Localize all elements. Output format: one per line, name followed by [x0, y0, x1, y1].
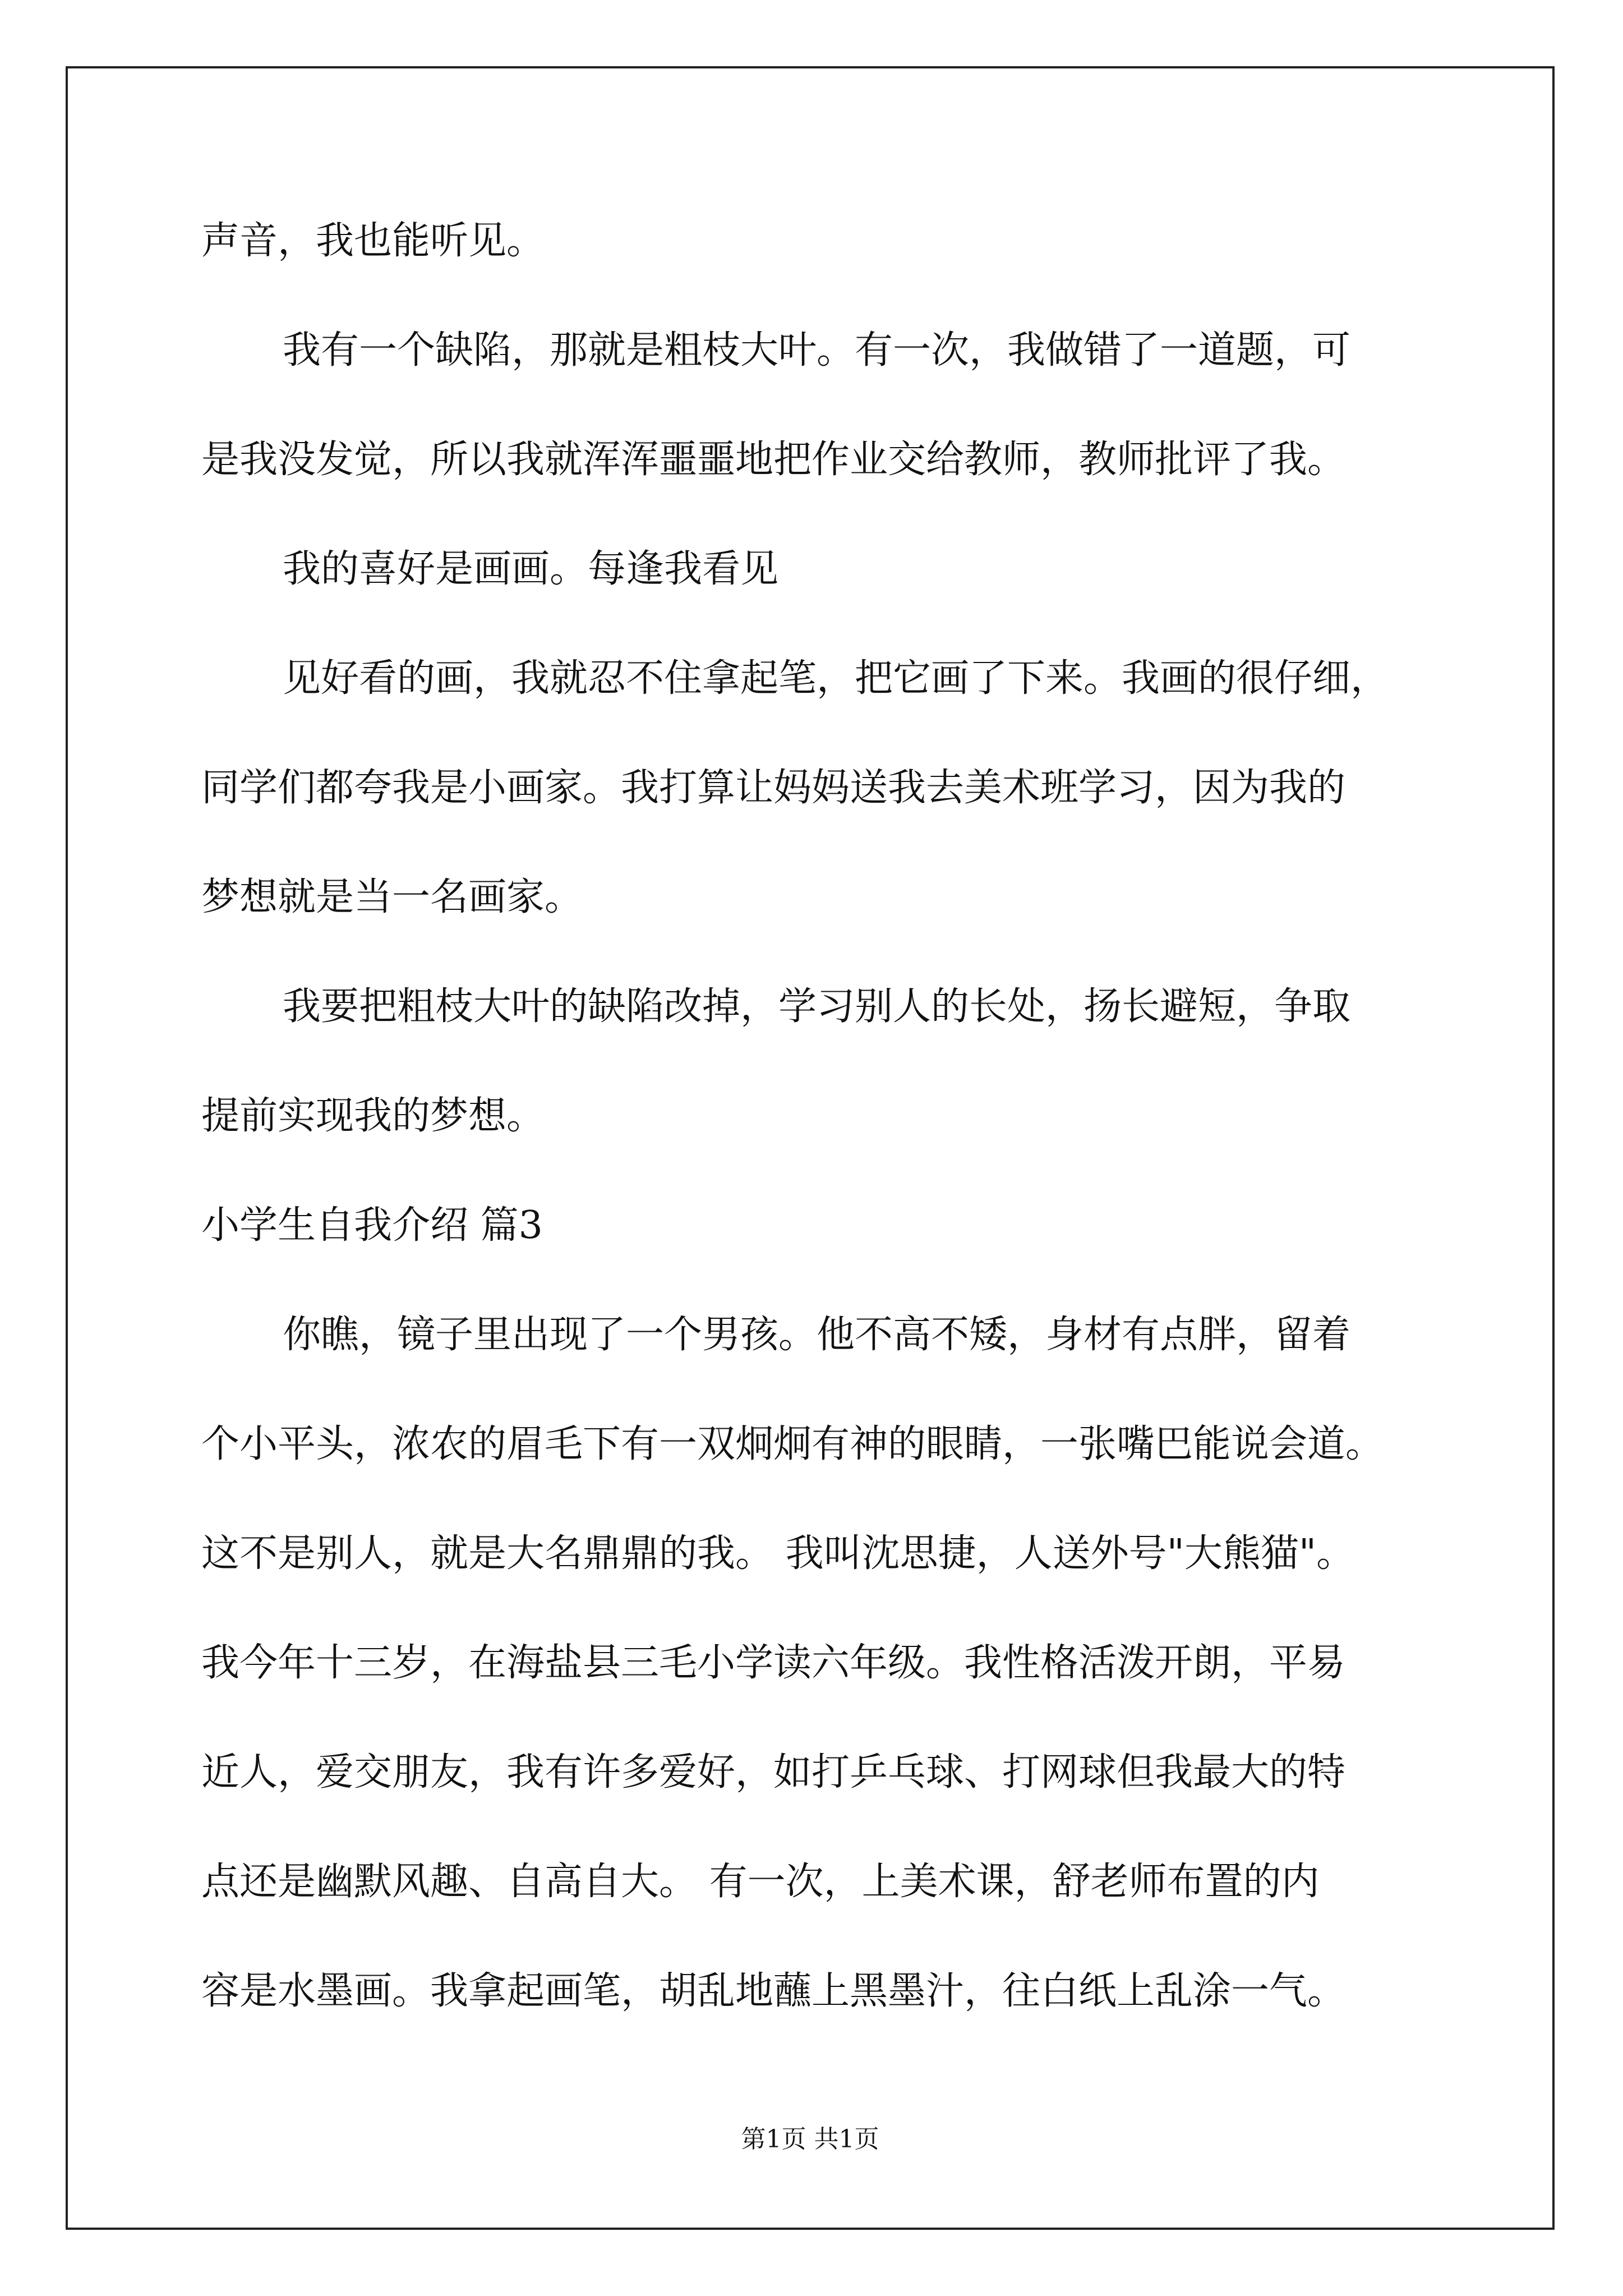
- text-line: 是我没发觉，所以我就浑浑噩噩地把作业交给教师，教师批评了我。: [201, 438, 1346, 482]
- text-line: 同学们都夸我是小画家。我打算让妈妈送我去美术班学习，因为我的: [201, 766, 1346, 810]
- text-line: 这不是别人，就是大名鼎鼎的我。 我叫沈思捷，人送外号"大熊猫"。: [201, 1531, 1355, 1576]
- page-frame: [66, 66, 1555, 2230]
- text-line: 声音，我也能听见。: [201, 219, 545, 263]
- text-line: 我的喜好是画画。每逢我看见: [283, 547, 779, 591]
- text-line: 我今年十三岁，在海盐县三毛小学读六年级。我性格活泼开朗，平易: [201, 1641, 1346, 1685]
- page-number-footer: 第1页 共1页: [741, 2125, 879, 2154]
- text-line: 容是水墨画。我拿起画笔，胡乱地蘸上黑墨汁，往白纸上乱涂一气。: [201, 1969, 1346, 2013]
- text-line: 点还是幽默风趣、自高自大。 有一次，上美术课，舒老师布置的内: [201, 1860, 1320, 1904]
- text-line: 提前实现我的梦想。: [201, 1094, 545, 1138]
- text-line: 我有一个缺陷，那就是粗枝大叶。有一次，我做错了一道题，可: [283, 328, 1351, 372]
- text-line: 我要把粗枝大叶的缺陷改掉，学习别人的长处，扬长避短，争取: [283, 984, 1351, 1029]
- text-line: 你瞧，镜子里出现了一个男孩。他不高不矮，身材有点胖，留着: [283, 1313, 1351, 1357]
- text-line: 近人，爱交朋友，我有许多爱好，如打乒乓球、打网球但我最大的特: [201, 1750, 1346, 1795]
- text-line: 个小平头，浓农的眉毛下有一双炯炯有神的眼睛，一张嘴巴能说会道。: [201, 1422, 1384, 1466]
- section-heading: 小学生自我介绍 篇3: [201, 1203, 543, 1248]
- text-line: 见好看的画，我就忍不住拿起笔，把它画了下来。我画的很仔细，: [283, 656, 1389, 701]
- text-line: 梦想就是当一名画家。: [201, 875, 583, 919]
